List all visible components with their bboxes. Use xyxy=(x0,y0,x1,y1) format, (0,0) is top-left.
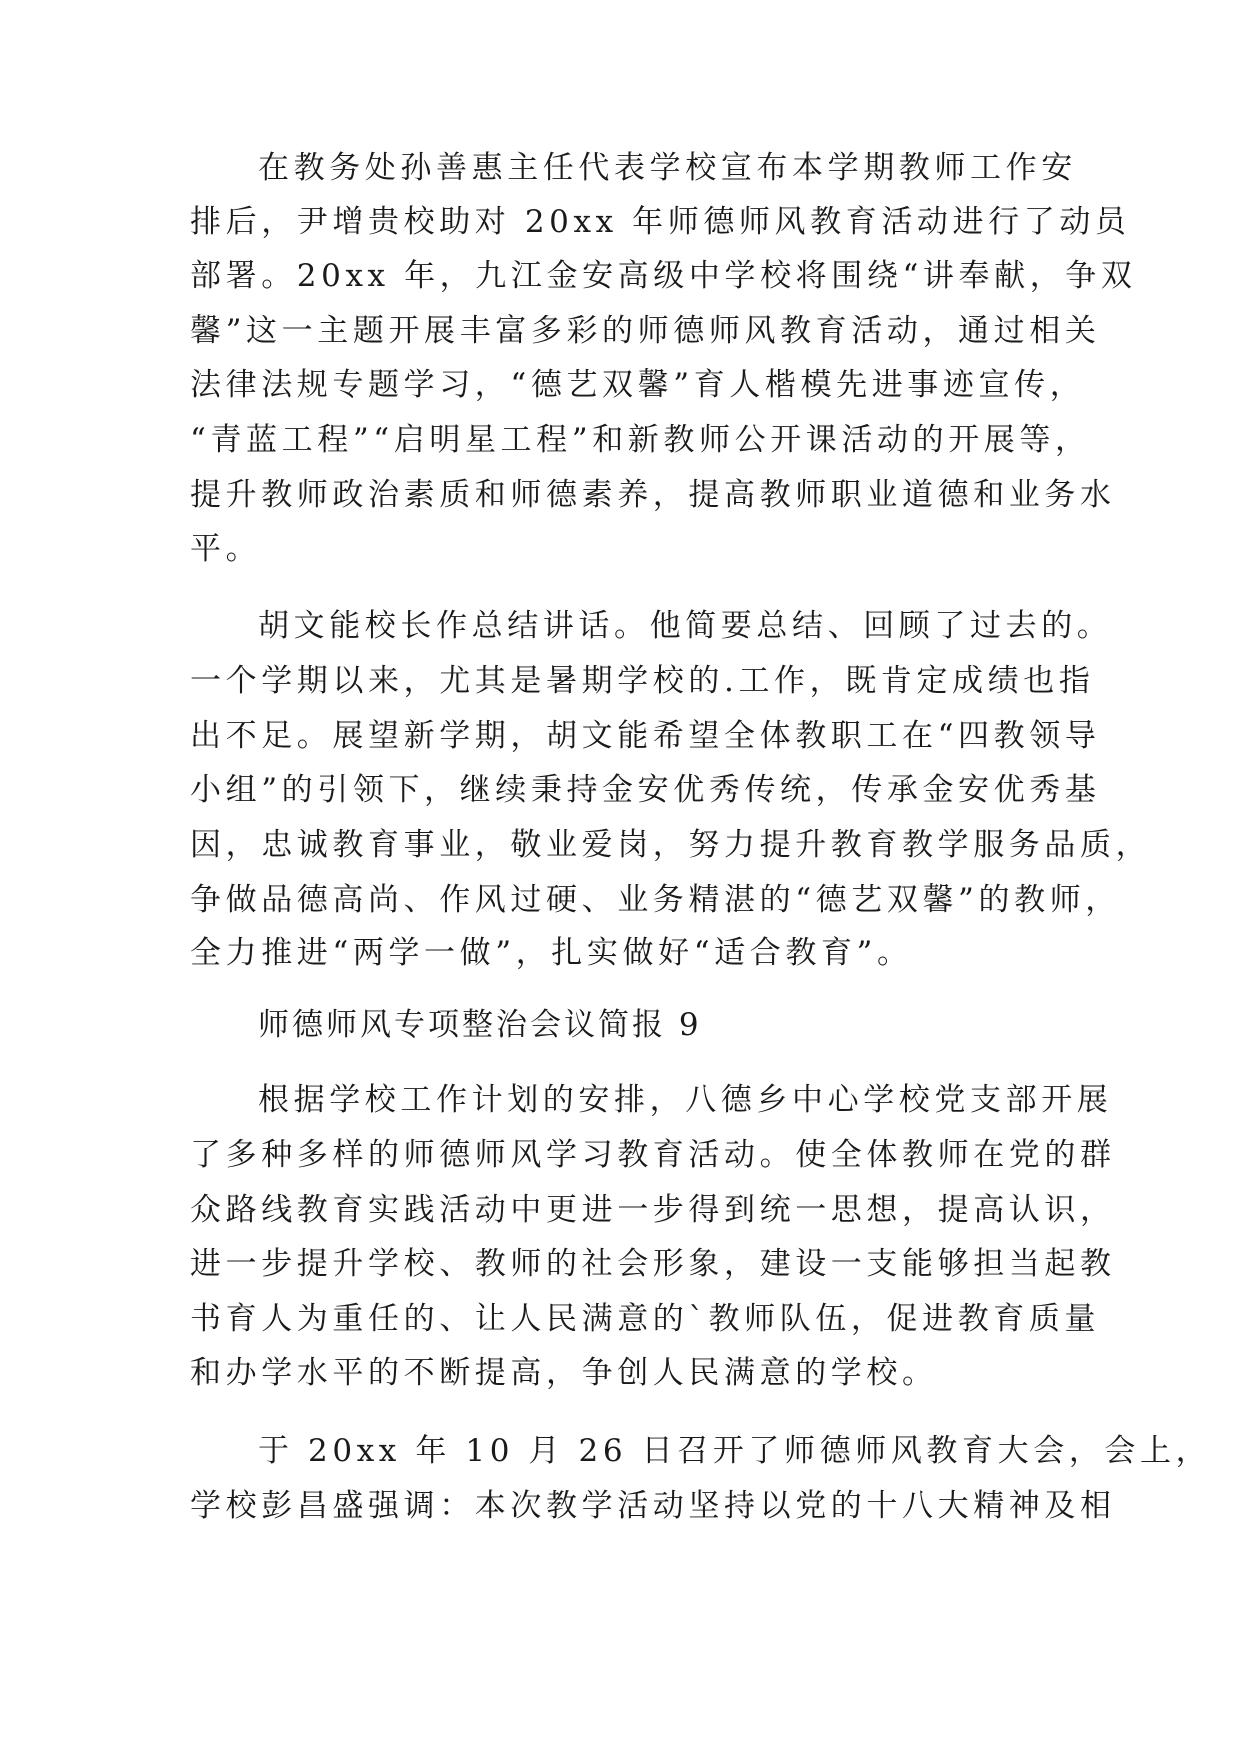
paragraph-2-line-4: 小组”的引领下，继续秉持金安优秀传统，传承金安优秀基 xyxy=(190,772,1101,808)
paragraph-3-line-5: 书育人为重任的、让人民满意的`教师队伍，促进教育质量 xyxy=(190,1301,1101,1337)
paragraph-2-line-1: 胡文能校长作总结讲话。他简要总结、回顾了过去的。 xyxy=(258,608,1113,644)
paragraph-1-line-1: 在教务处孙善惠主任代表学校宣布本学期教师工作安 xyxy=(258,150,1077,186)
paragraph-1-line-8: 平。 xyxy=(190,531,262,567)
paragraph-1-line-2: 排后，尹增贵校助对 20xx 年师德师风教育活动进行了动员 xyxy=(190,204,1131,240)
paragraph-4-line-2: 学校彭昌盛强调：本次教学活动坚持以党的十八大精神及相 xyxy=(190,1488,1116,1524)
paragraph-2-line-5: 因，忠诚教育事业，敬业爱岗，努力提升教育教学服务品质， xyxy=(190,827,1152,863)
paragraph-3-line-3: 众路线教育实践活动中更进一步得到统一思想，提高认识， xyxy=(190,1192,1116,1228)
paragraph-1-line-5: 法律法规专题学习，“德艺双馨”育人楷模先进事迹宣传， xyxy=(190,367,1086,403)
paragraph-2-line-3: 出不足。展望新学期，胡文能希望全体教职工在“四教领导 xyxy=(190,718,1101,754)
paragraph-2-line-6: 争做品德高尚、作风过硬、业务精湛的“德艺双馨”的教师， xyxy=(190,882,1121,918)
paragraph-3-line-4: 进一步提升学校、教师的社会形象，建设一支能够担当起教 xyxy=(190,1246,1116,1282)
paragraph-1-line-6: “青蓝工程”“启明星工程”和新教师公开课活动的开展等， xyxy=(190,422,1091,458)
paragraph-1-line-7: 提升教师政治素质和师德素养，提高教师职业道德和业务水 xyxy=(190,477,1116,513)
paragraph-3-line-2: 了多种多样的师德师风学习教育活动。使全体教师在党的群 xyxy=(190,1137,1116,1173)
paragraph-3-line-1: 根据学校工作计划的安排，八德乡中心学校党支部开展 xyxy=(258,1082,1113,1118)
paragraph-1-line-3: 部署。20xx 年，九江金安高级中学校将围绕“讲奉献，争双 xyxy=(190,258,1137,294)
paragraph-2-line-7: 全力推进“两学一做”，扎实做好“适合教育”。 xyxy=(190,935,913,971)
section-heading: 师德师风专项整治会议简报 9 xyxy=(258,1007,702,1043)
paragraph-2-line-2: 一个学期以来，尤其是暑期学校的.工作，既肯定成绩也指 xyxy=(190,663,1095,699)
paragraph-4-line-1: 于 20xx 年 10 月 26 日召开了师德师风教育大会，会上， xyxy=(258,1433,1212,1469)
paragraph-3-line-6: 和办学水平的不断提高，争创人民满意的学校。 xyxy=(190,1355,938,1391)
paragraph-1-line-4: 馨”这一主题开展丰富多彩的师德师风教育活动，通过相关 xyxy=(190,313,1101,349)
